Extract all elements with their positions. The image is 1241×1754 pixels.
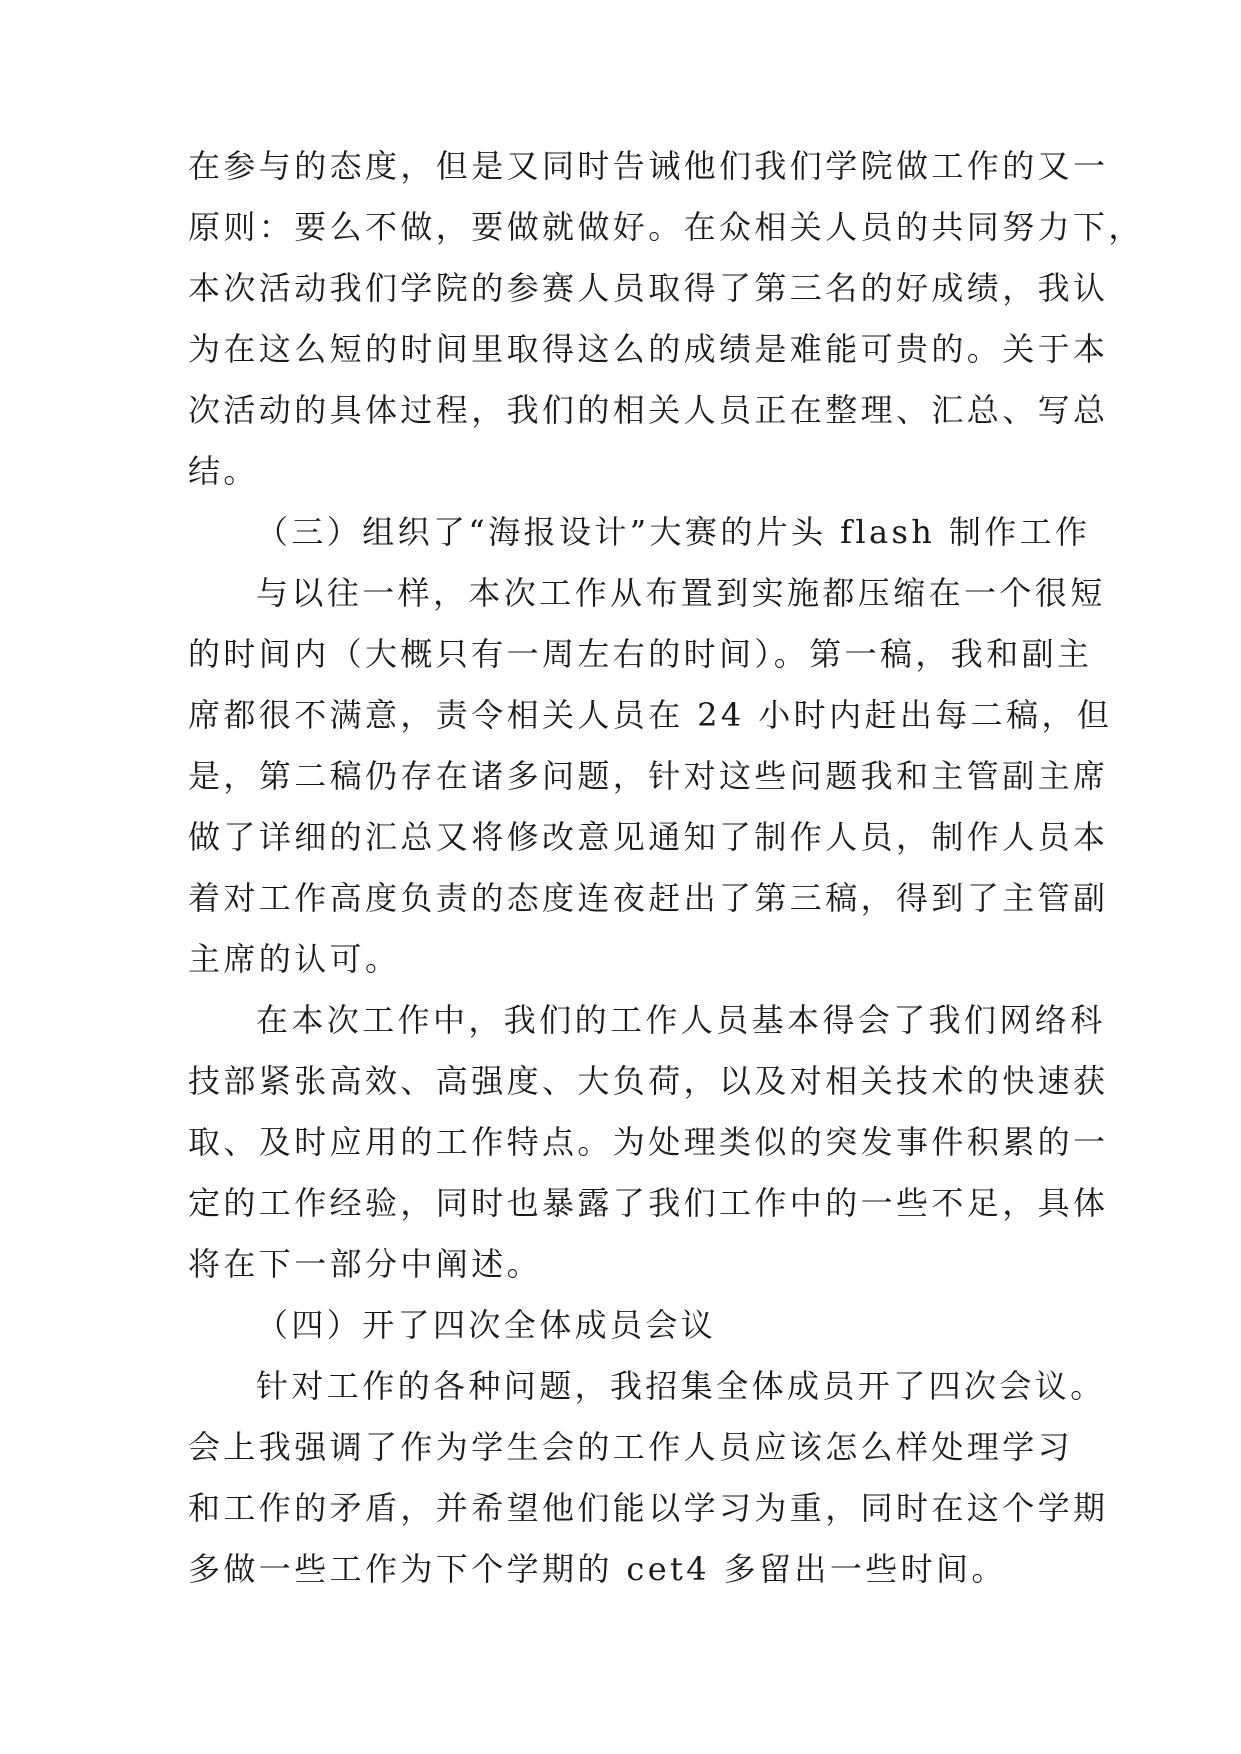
text-line: 席都很不满意，责令相关人员在 24 小时内赶出每二稿，但 <box>188 696 1113 734</box>
text-line: 多做一些工作为下个学期的 cet4 多留出一些时间。 <box>188 1550 1007 1588</box>
text-line: 与以往一样，本次工作从布置到实施都压缩在一个很短 <box>256 574 1106 612</box>
text-line: 着对工作高度负责的态度连夜赶出了第三稿，得到了主管副 <box>188 879 1109 917</box>
text-line: 和工作的矛盾，并希望他们能以学习为重，同时在这个学期 <box>188 1489 1109 1527</box>
text-line: 会上我强调了作为学生会的工作人员应该怎么样处理学习 <box>188 1428 1074 1466</box>
text-line: 定的工作经验，同时也暴露了我们工作中的一些不足，具体 <box>188 1184 1109 1222</box>
text-line: 在参与的态度，但是又同时告诫他们我们学院做工作的又一 <box>188 147 1109 185</box>
text-line: 的时间内（大概只有一周左右的时间）。第一稿，我和副主 <box>188 635 1093 673</box>
section-heading: （三）组织了“海报设计”大赛的片头 flash 制作工作 <box>256 513 1091 551</box>
text-line: 原则：要么不做，要做就做好。在众相关人员的共同努力下， <box>188 208 1144 246</box>
text-line: 取、及时应用的工作特点。为处理类似的突发事件积累的一 <box>188 1123 1109 1161</box>
text-line: 为在这么短的时间里取得这么的成绩是难能可贵的。关于本 <box>188 330 1109 368</box>
text-line: 技部紧张高效、高强度、大负荷，以及对相关技术的快速获 <box>188 1062 1109 1100</box>
text-line: 次活动的具体过程，我们的相关人员正在整理、汇总、写总 <box>188 391 1109 429</box>
text-line: 主席的认可。 <box>188 940 401 978</box>
text-line: 针对工作的各种问题，我招集全体成员开了四次会议。 <box>256 1367 1106 1405</box>
section-heading: （四）开了四次全体成员会议 <box>256 1306 717 1344</box>
text-line: 结。 <box>188 452 259 490</box>
text-line: 在本次工作中，我们的工作人员基本得会了我们网络科 <box>256 1001 1106 1039</box>
text-line: 将在下一部分中阐述。 <box>188 1245 543 1283</box>
text-line: 本次活动我们学院的参赛人员取得了第三名的好成绩，我认 <box>188 269 1109 307</box>
text-line: 是，第二稿仍存在诸多问题，针对这些问题我和主管副主席 <box>188 757 1109 795</box>
text-line: 做了详细的汇总又将修改意见通知了制作人员，制作人员本 <box>188 818 1109 856</box>
